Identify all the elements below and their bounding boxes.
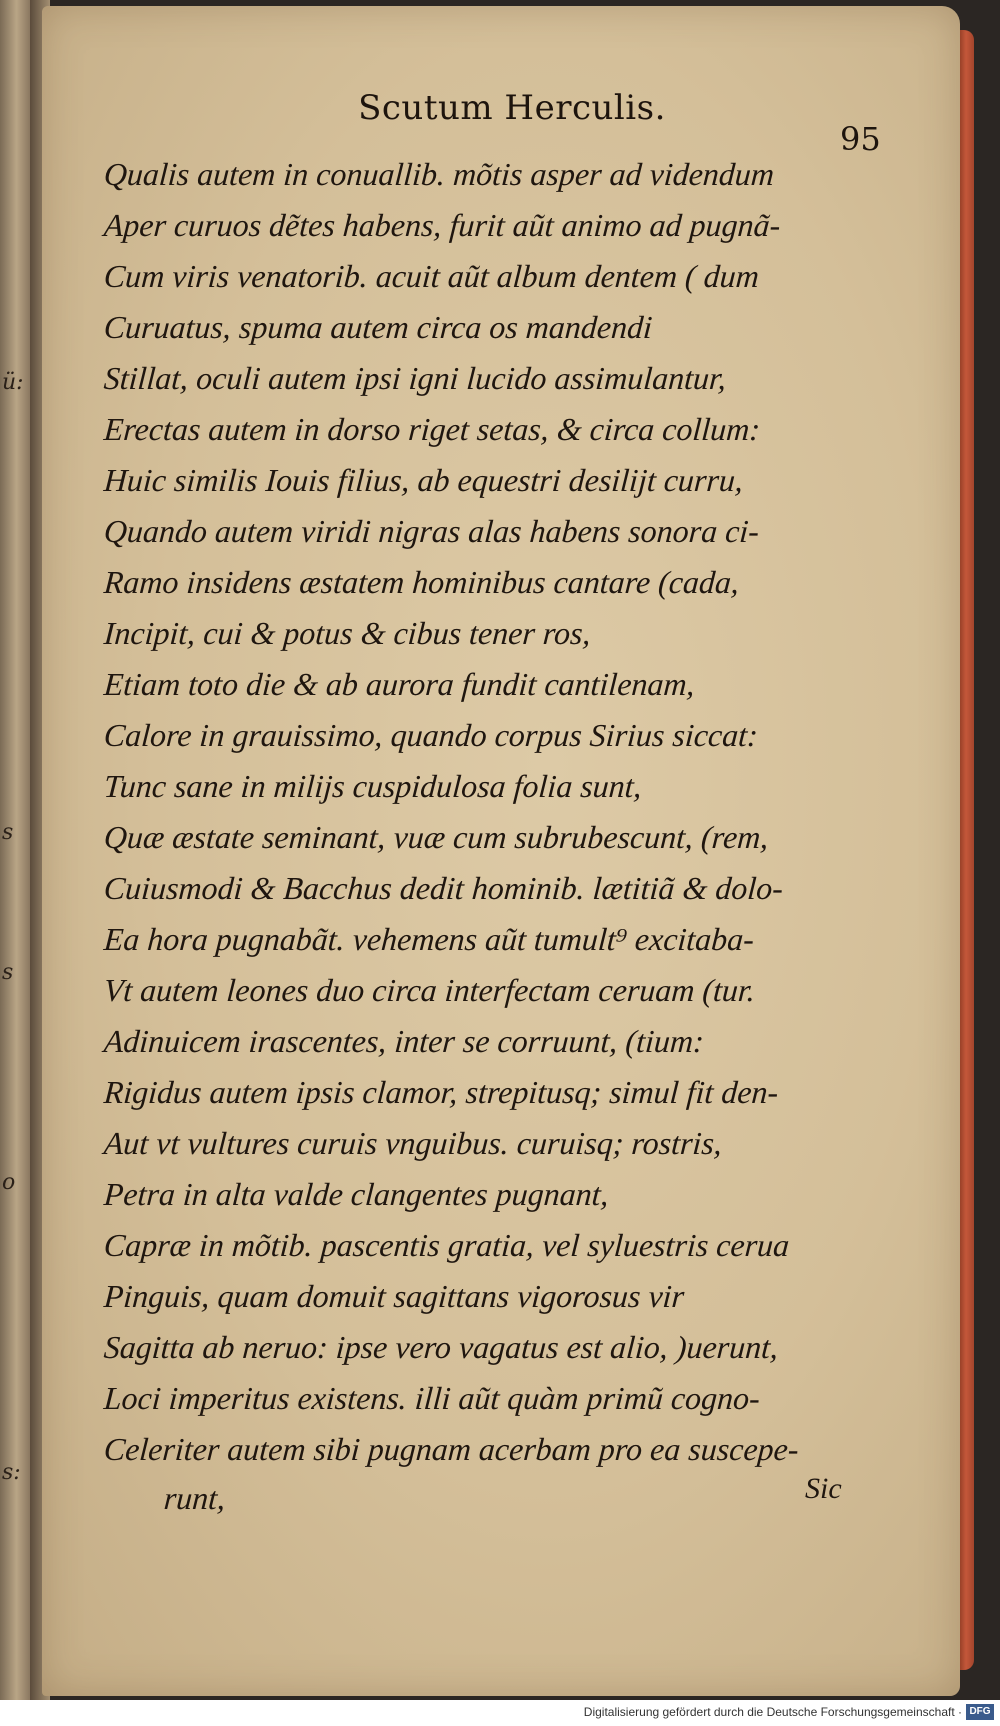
verse-line: Aper curuos dẽtes habens, furit aũt animo ad pugnã- [102, 207, 782, 243]
page-number: 95 [840, 120, 881, 158]
red-page-edges [958, 30, 974, 1670]
verse-line: Petra in alta valde clangentes pugnant, [102, 1176, 611, 1212]
facing-page-fragment: o [2, 1170, 16, 1195]
verse-line: Quæ æstate seminant, vuæ cum subrubescunt, (rem, [102, 819, 770, 855]
facing-page-fragment: s [2, 820, 14, 845]
facing-page-fragment: s: [2, 1460, 21, 1485]
verse-line-continuation: runt, [162, 1480, 227, 1516]
verse-line: Capræ in mõtib. pascentis gratia, vel syluestris cerua [102, 1227, 791, 1263]
verse-line: Ramo insidens æstatem hominibus cantare (cada, [102, 564, 741, 600]
facing-page-edge [0, 0, 30, 1700]
verse-line: Curuatus, spuma autem circa os mandendi [102, 309, 654, 345]
facing-page-fragment: s [2, 960, 14, 985]
verse-line: Tunc sane in milijs cuspidulosa folia sunt, [102, 768, 644, 804]
facing-page-fragment: ü: [2, 370, 24, 395]
running-title: Scutum Herculis. [358, 88, 666, 128]
verse-line: Huic similis Iouis filius, ab equestri desilijt curru, [102, 462, 745, 498]
verse-line: Qualis autem in conuallib. mõtis asper ad videndum [102, 156, 776, 192]
verse-line: Sagitta ab neruo: ipse vero vagatus est alio, )uerunt, [102, 1329, 780, 1365]
verse-line: Ea hora pugnabãt. vehemens aũt tumult⁹ excitaba- [102, 921, 756, 957]
verse-line: Vt autem leones duo circa interfectam ceruam (tur. [102, 972, 757, 1008]
verse-line: Quando autem viridi nigras alas habens sonora ci- [102, 513, 761, 549]
verse-line: Pinguis, quam domuit sagittans vigorosus vir [102, 1278, 686, 1314]
verse-line: Cuiusmodi & Bacchus dedit hominib. lætitiã & dolo- [102, 870, 785, 906]
verse-line: Celeriter autem sibi pugnam acerbam pro ea suscepe- [102, 1431, 800, 1467]
verse-line: Loci imperitus existens. illi aũt quàm primũ cogno- [102, 1380, 762, 1416]
verse-line: Erectas autem in dorso riget setas, & circa collum: [102, 411, 762, 447]
verse-line: Adinuicem irascentes, inter se corruunt, (tium: [102, 1023, 706, 1059]
verse-line: Stillat, oculi autem ipsi igni lucido assimulantur, [102, 360, 728, 396]
book-page [42, 6, 960, 1696]
verse-line: Aut vt vultures curuis vnguibus. curuisq; rostris, [102, 1125, 724, 1161]
verse-line: Calore in grauissimo, quando corpus Sirius siccat: [102, 717, 760, 753]
verse-line: Cum viris venatorib. acuit aũt album dentem ( dum [102, 258, 761, 294]
verse-line: Etiam toto die & ab aurora fundit cantilenam, [102, 666, 697, 702]
digitization-footer [0, 1700, 1000, 1726]
verse-line: Incipit, cui & potus & cibus tener ros, [102, 615, 593, 651]
verse-line: Rigidus autem ipsis clamor, strepitusq; simul fit den- [102, 1074, 780, 1110]
dfg-logo-icon: DFG [966, 1704, 994, 1720]
funding-credit: Digitalisierung gefördert durch die Deutsche Forschungsgemeinschaft · [583, 1705, 962, 1719]
catchword: Sic [805, 1472, 842, 1505]
